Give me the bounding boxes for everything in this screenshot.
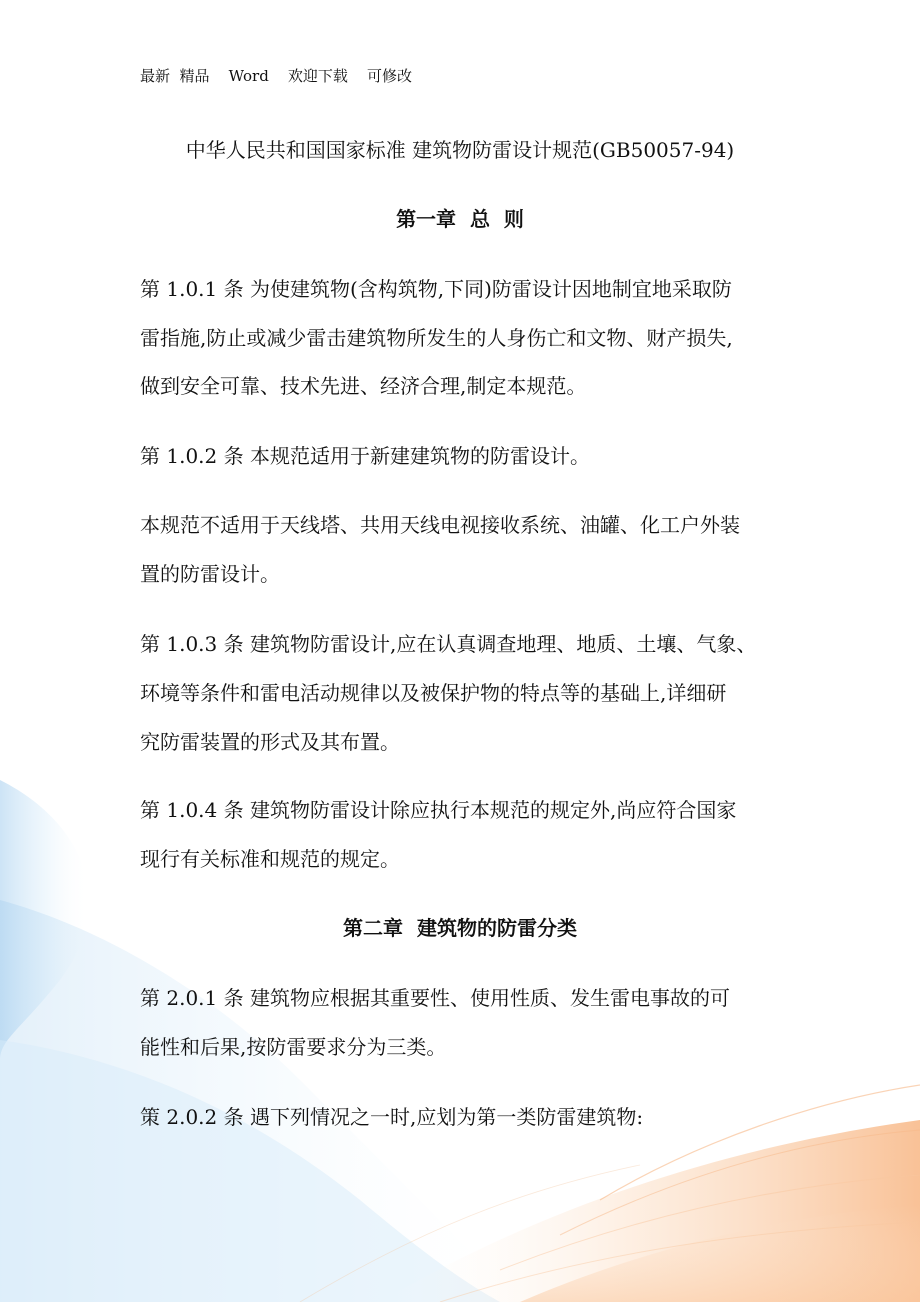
clause-1-0-2-note-line-2: 置的防雷设计。 bbox=[140, 562, 280, 586]
clause-1-0-3-line-3: 究防雷装置的形式及其布置。 bbox=[140, 730, 400, 754]
chapter-2-heading: 第二章 建筑物的防雷分类 bbox=[343, 916, 577, 940]
clause-1-0-4-line-1: 第 1.0.4 条 建筑物防雷设计除应执行本规范的规定外,尚应符合国家 bbox=[140, 798, 737, 822]
clause-2-0-1-line-2: 能性和后果,按防雷要求分为三类。 bbox=[140, 1035, 447, 1059]
header-note: 最新 精品 Word 欢迎下载 可修改 bbox=[140, 67, 412, 85]
clause-2-0-1-line-1: 第 2.0.1 条 建筑物应根据其重要性、使用性质、发生雷电事故的可 bbox=[140, 986, 730, 1010]
clause-1-0-4-line-2: 现行有关标准和规范的规定。 bbox=[140, 847, 400, 871]
clause-1-0-2-line-1: 第 1.0.2 条 本规范适用于新建建筑物的防雷设计。 bbox=[140, 444, 590, 468]
document-title: 中华人民共和国国家标准 建筑物防雷设计规范(GB50057-94) bbox=[185, 138, 735, 162]
clause-1-0-3-line-1: 第 1.0.3 条 建筑物防雷设计,应在认真调查地理、地质、土壤、气象、 bbox=[140, 632, 757, 656]
clause-1-0-3-line-2: 环境等条件和雷电活动规律以及被保护物的特点等的基础上,详细研 bbox=[140, 681, 727, 705]
clause-1-0-1-line-3: 做到安全可靠、技术先进、经济合理,制定本规范。 bbox=[140, 374, 587, 398]
clause-1-0-1-line-1: 第 1.0.1 条 为使建筑物(含构筑物,下同)防雷设计因地制宜地采取防 bbox=[140, 277, 732, 301]
clause-1-0-2-note-line-1: 本规范不适用于天线塔、共用天线电视接收系统、油罐、化工户外装 bbox=[140, 513, 740, 537]
clause-1-0-1-line-2: 雷指施,防止或减少雷击建筑物所发生的人身伤亡和文物、财产损失, bbox=[140, 326, 733, 350]
chapter-1-heading: 第一章 总 则 bbox=[396, 207, 524, 231]
clause-2-0-2-line-1: 策 2.0.2 条 遇下列情况之一时,应划为第一类防雷建筑物: bbox=[140, 1105, 644, 1129]
